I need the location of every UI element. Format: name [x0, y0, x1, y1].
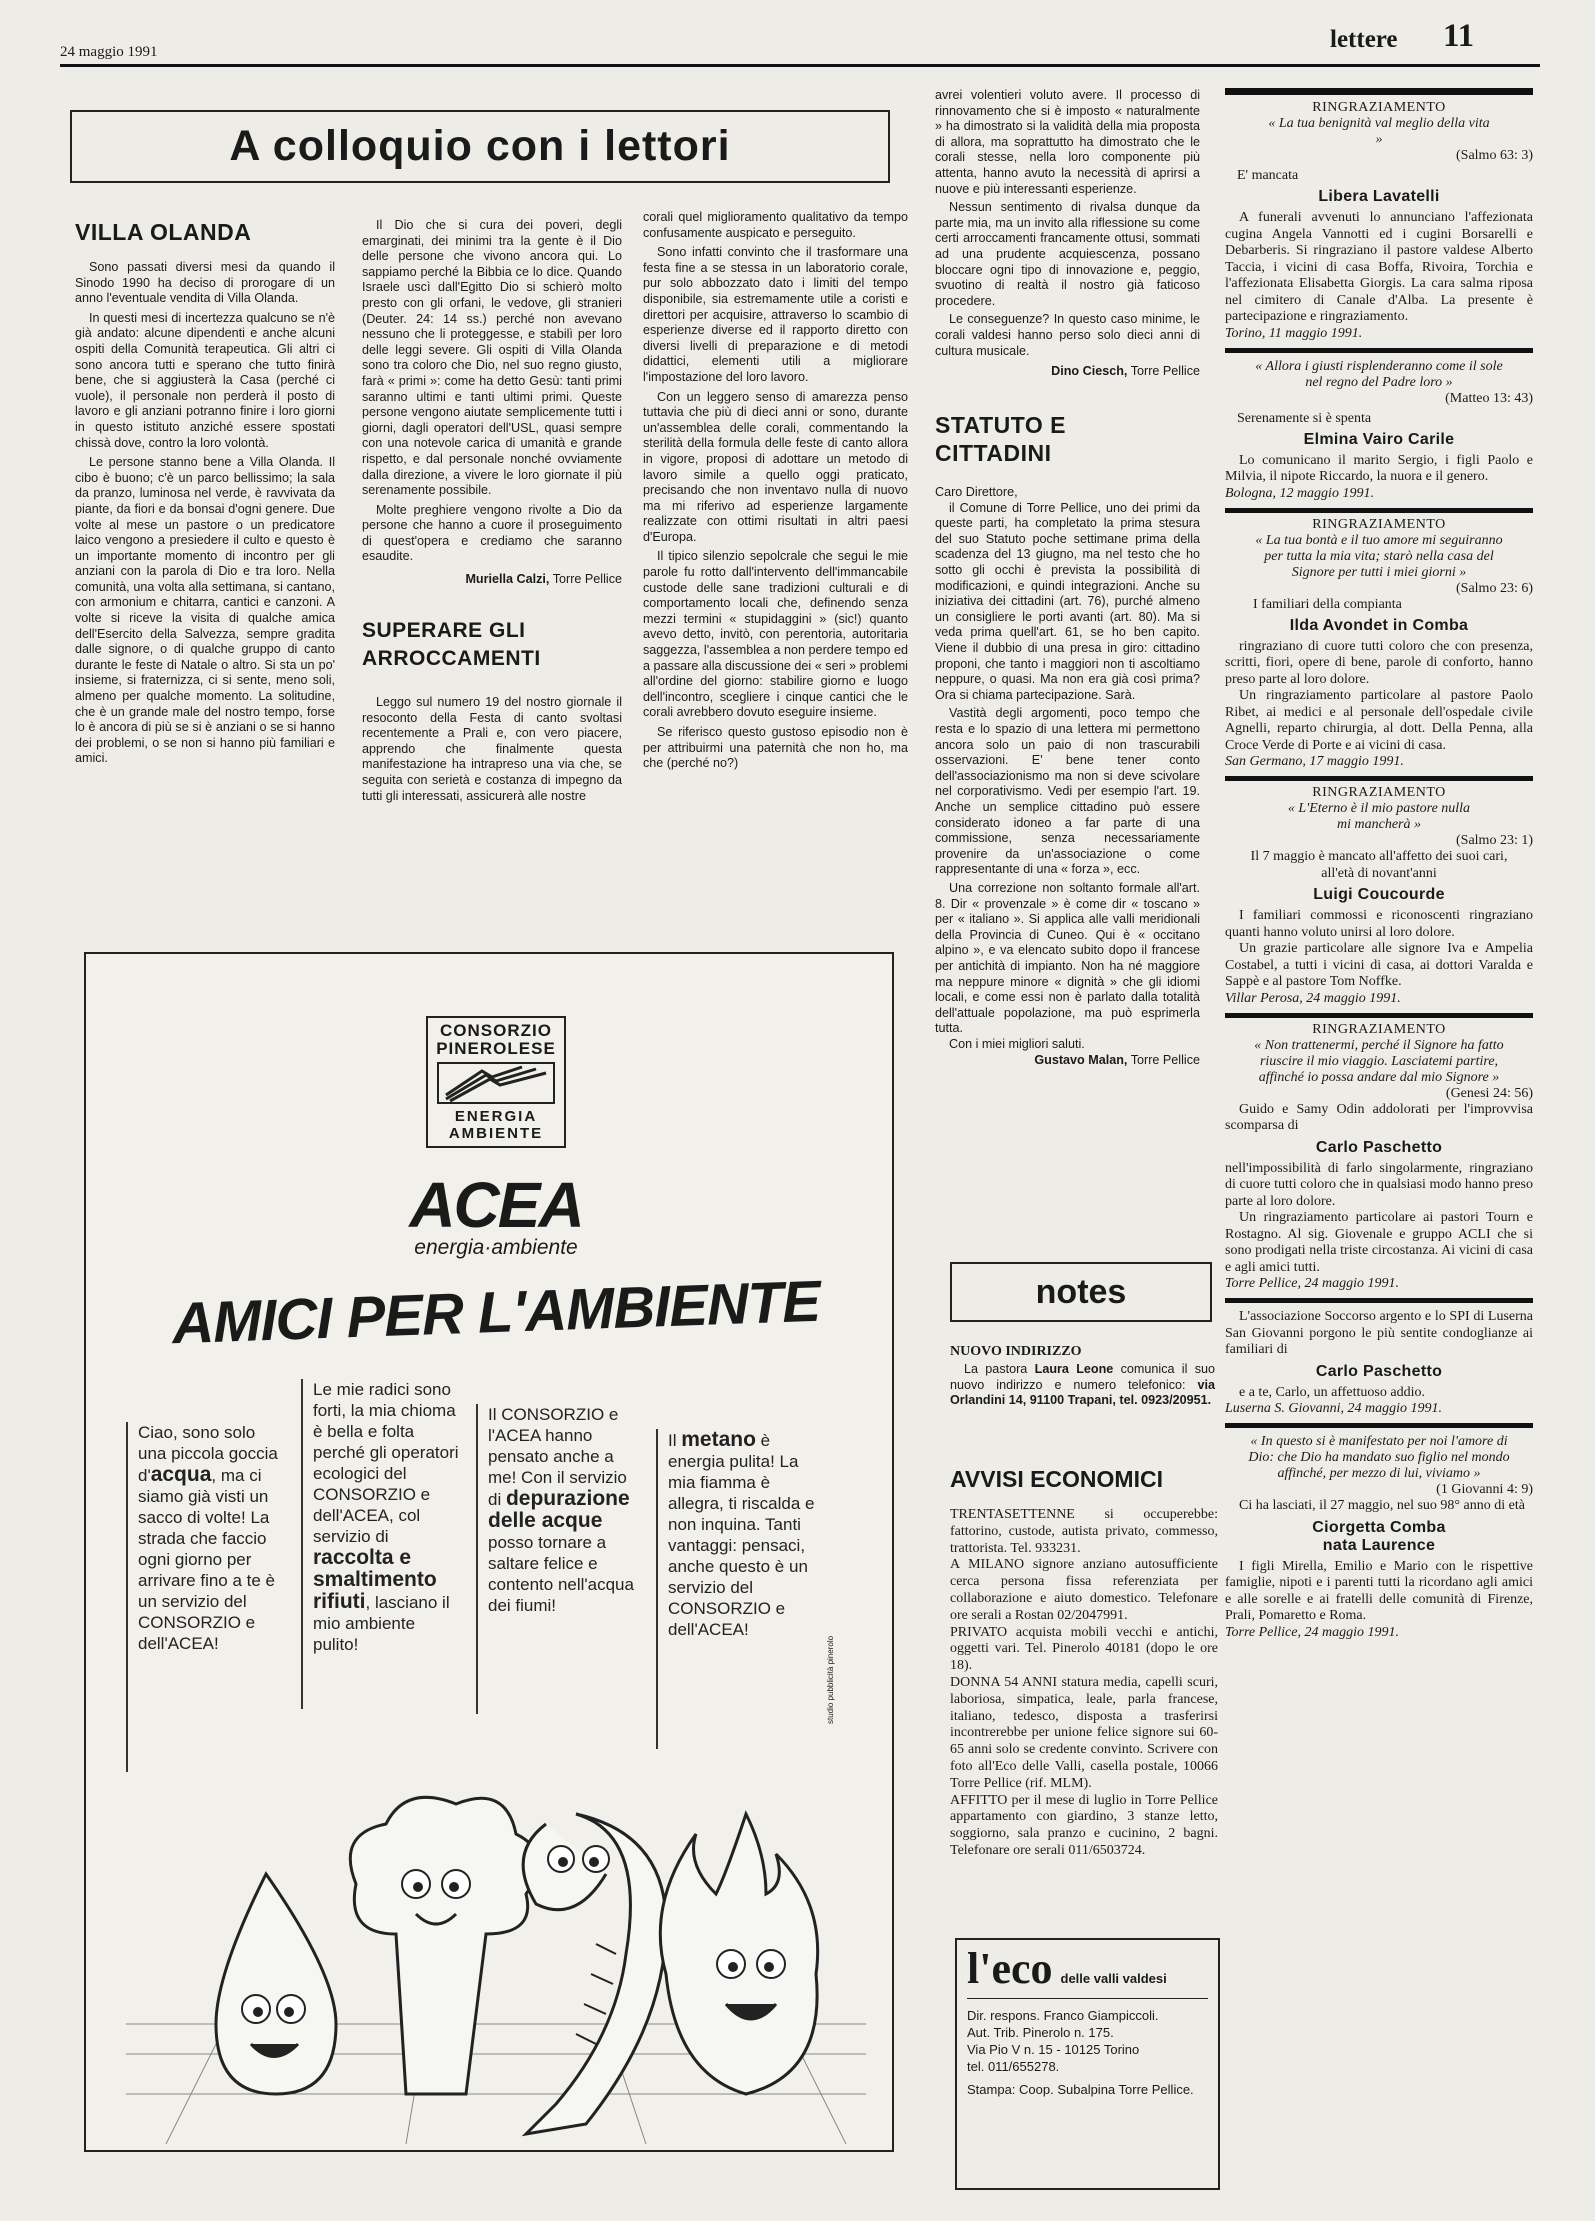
- bubble-text: Le mie radici sono forti, la mia chioma è bella e folta perché gli operatori ecologici del CONSORZIO e dell'ACEA, col servizio di raccolta e smaltimento rifiuti, lasciano il mio ambiente pulito!: [313, 1380, 459, 1654]
- column-four: [935, 88, 1200, 1068]
- masthead-line: Via Pio V n. 15 - 10125 Torino: [967, 2042, 1140, 2057]
- paragraph: Con i miei migliori saluti.: [949, 1036, 1085, 1051]
- obituary-quote: « Non trattenermi, perché il Signore ha fatto riuscire il mio viaggio. Lasciatemi partire, affinché io possa andare dal mio Signore »: [1254, 1037, 1504, 1085]
- mascots-illustration: [126, 1774, 866, 2144]
- tree-icon: [350, 1797, 539, 2094]
- notes-section: [950, 1344, 1215, 1409]
- speech-bubble-water: [126, 1422, 286, 1772]
- acea-logo: ACEA energia·ambiente: [409, 1169, 583, 1259]
- article-villa-olanda: [75, 218, 335, 767]
- paragraph: Leggo sul numero 19 del nostro giornale il resoconto della Festa di canto svoltasi recentemente a Prali e, con vero piacere, apprendo che finalmente questa manifestazione ha intrapreso una via che, se seguita con serietà e costanza di impegno da tutti gli interessati, assicurerà alle nostre: [362, 695, 622, 803]
- obituary-heading: RINGRAZIAMENTO: [1312, 516, 1446, 532]
- page-banner: [70, 110, 890, 183]
- obituary-place-date: San Germano, 17 maggio 1991.: [1225, 754, 1404, 769]
- paragraph: Con un leggero senso di amarezza penso tuttavia che più di dieci anni or sono, durante un'assemblea delle corali, commentando la sterilità della formula delle feste di canto allora in vigore, proposi di adottare un metodo di lavoro simile a quello oggi praticato, precisando che non inventavo nulla di nuovo ma mi riferivo ad esperienze largamente realizzate con ottimi risultati in altri paesi d'Europa.: [643, 389, 908, 544]
- masthead-line: Stampa: Coop. Subalpina Torre Pellice.: [967, 2082, 1194, 2097]
- avvisi-section: [950, 1465, 1218, 1860]
- advertisement: [84, 952, 894, 2152]
- paragraph: avrei volentieri voluto avere. Il processo di rinnovamento che si è imposto « naturalmente » ha dimostrato si la validità della mia proposta di allora, ma soprattutto ha dimostrato che le corali stesse, nella loro componente più attenta, hanno avuto la necessità di aprirsi a nuove e più interessanti esperienze.: [935, 88, 1200, 196]
- signature: Dino Ciesch, Torre Pellice: [1051, 364, 1200, 379]
- paragraph: Vastità degli argomenti, poco tempo che resta e lo spazio di una lettera mi permettono ancora solo un paio di non trascurabili osservazioni. E' bene tener conto dell'associazionismo ma non si deve scivolare nel corporativismo. Vedi per esempio l'art. 19. Anche un semplice cittadino può essere considerato idoneo a far parte di una commissione, senza necessariamente provenire da un'associazione o come rappresentante di una « forza », ecc.: [935, 706, 1200, 877]
- avviso-item: A MILANO signore anziano autosufficiente cerca persona fissa referenziata per collaborazione e aiuto domestico. Telefonare ore serali a Rostan 02/2047991.: [950, 1557, 1218, 1623]
- avviso-item: AFFITTO per il mese di luglio in Torre Pellice appartamento con giardino, 3 stanze letto, soggiorno, sala pranzo e cucinino, 2 bagni. Telefonare ore serali 011/6503724.: [950, 1792, 1218, 1858]
- obituary-reference: (Salmo 63: 3): [1456, 148, 1533, 163]
- avvisi-title: AVVISI ECONOMICI: [950, 1466, 1163, 1492]
- obituary-quote: « La tua bontà e il tuo amore mi seguiranno per tutta la mia vita; starò nella casa del Signore per tutti i miei giorni »: [1255, 532, 1503, 580]
- flame-icon: [660, 1814, 817, 2094]
- obituary-name-maiden: nata Laurence: [1322, 1536, 1436, 1554]
- obituary-name: Elmina Vairo Carile: [1303, 430, 1455, 448]
- paragraph: Se riferisco questo gustoso episodio non è per attribuirmi una paternità che non ho, ma che (perché no?): [643, 725, 908, 771]
- water-drop-icon: [216, 1874, 336, 2094]
- paragraph: Una correzione non soltanto formale all'art. 8. Dir « provenzale » è come dir « toscano » per « italiano ». Si applica alle valli meridionali della Provincia di Cuneo. Qui è « occitano alpino », e va elencato subito dopo il francese per antichità di impianto. Non ha né maggiore ma neppure minore « dignità » che gli idiomi locali, e come essi non è parlato dalla totalità dell'attuale popolazione, ma può esprimerla tutta.: [935, 880, 1200, 1036]
- obituary-name: Carlo Paschetto: [1315, 1362, 1443, 1380]
- fish-icon: [523, 1814, 666, 2134]
- obituary-intro: Guido e Samy Odin addolorati per l'improvvisa scomparsa di: [1225, 1101, 1533, 1133]
- obituary-heading: RINGRAZIAMENTO: [1312, 1021, 1446, 1037]
- notes-title: notes: [1035, 1272, 1127, 1311]
- obituary-text: I familiari commossi e riconoscenti ringraziano quanti hanno voluto unirsi al loro dolore.: [1225, 908, 1533, 940]
- obituary-quote: « La tua benignità val meglio della vita »: [1268, 116, 1490, 147]
- obituary-place-date: Torino, 11 maggio 1991.: [1225, 325, 1363, 341]
- paragraph: In questi mesi di incertezza qualcuno se n'è già andato: alcune dipendenti e anche alcuni ospiti della Comunità terapeutica. Gli altri ci sono ancora tutti e sperano che tutto finirà bene, che si aggiusterà la Casa (perché ci vuole), il personale non perderà il posto di lavoro e gli anziani potranno finire i loro giorni in questo istituto anziché essere spostati chissà dove, contro la loro volontà.: [75, 310, 335, 450]
- salutation: Caro Direttore,: [935, 485, 1018, 500]
- avviso-item: PRIVATO acquista mobili vecchi e antichi, oggetti vari. Tel. Pinerolo 40181 (dopo le ore 18).: [950, 1624, 1218, 1674]
- obituary-reference: (Salmo 23: 6): [1456, 580, 1533, 596]
- article-title: STATUTO E CITTADINI: [935, 412, 1066, 467]
- obituary-text: Un grazie particolare alle signore Iva e Ampelia Costabel, a tutti i vicini di casa, ai dottori Varalda e Sappè e al pastore Tom Noffke.: [1225, 941, 1533, 989]
- obituary-intro: Serenamente si è spenta: [1237, 410, 1372, 426]
- paragraph: corali quel miglioramento qualitativo da tempo confusamente auspicato e perseguito.: [643, 210, 908, 240]
- obituary-reference: (1 Giovanni 4: 9): [1436, 1482, 1533, 1497]
- avviso-item: TRENTASETTENNE si occuperebbe: fattorino, custode, autista privato, commesso, trattorista. Tel. 933231.: [950, 1507, 1218, 1556]
- obituary-name: Ciorgetta Comba: [1312, 1518, 1446, 1536]
- obituary-intro: L'associazione Soccorso argento e lo SPI di Luserna San Giovanni porgono le più sentite condoglianze ai familiari di: [1225, 1309, 1533, 1357]
- obituary-text: Un ringraziamento particolare ai pastori Tourn e Rostagno. Al sig. Giovenale e gruppo ACLI che si sono prodigati nella triste circostanza. Ai vicini di casa e agli amici tutti.: [1225, 1210, 1533, 1275]
- obituary-text: Lo comunicano il marito Sergio, i figli Paolo e Milvia, il nipote Riccardo, la nuora e il genero.: [1225, 452, 1533, 484]
- paragraph: Il Dio che si cura dei poveri, degli emarginati, dei minimi tra la gente è il Dio delle persone che vivono ancora qui. Lo sappiamo perché la Bibbia ce lo dice. Quando Israele uscì dall'Egitto Dio si schierò molto presto con gli orfani, le vedove, gli stranieri (Deuter. 24: 14 ss.) perché non avevano nessuno che li proteggesse, e stabilì per loro delle leggi severe. Gli ospiti di Villa Olanda sono tra coloro che Dio, nel suo regno giusto, farà « primi »: come ha detto Gesù: tanti primi saranno ultimi e tanti ultimi primi. Queste persone vengono aiutate semplicemente tutti i giorni, dagli operatori dell'USL, quasi sempre con una notevole carica di umanità e grande rispetto, e dal personale nonché ovviamente dalla direzione, a vivere le loro giornate il più serenamente possibile.: [362, 218, 622, 498]
- bubble-text: Il metano è energia pulita! La mia fiamma è allegra, ti riscalda e non inquina. Tanti vantaggi: pensaci, anche questo è un servizio del CONSORZIO e dell'ACEA!: [668, 1428, 815, 1639]
- avviso-item: DONNA 54 ANNI statura media, capelli scuri, laboriosa, simpatica, leale, parla francese, italiano, tedesco, disposta a trasferirsi incontrerebbe per unione felice signore sui 60-65 anni solo se credente convinto. Scrivere con foto all'Eco delle Valli, casella postale, 10066 Torre Pellice (rif. MLM).: [950, 1674, 1218, 1791]
- obituary-name: Libera Lavatelli: [1318, 188, 1440, 205]
- paragraph: Le conseguenze? In questo caso minime, le corali valdesi hanno perso solo dieci anni di cultura musicale.: [935, 312, 1200, 358]
- obituary-text: A funerali avvenuti lo annunciano l'affezionata cugina Angela Vannotti ed i cugini Borsarelli e Debarberis. Si ringraziano il pastore valdese Alberto Taccia, i vicini di casa Boffa, Rivoira, Torchia e l'affezionata Elisabetta Giorgis. La cara salma riposa nel cimitero di Canale d'Alba. La presente è partecipazione e ringraziamento.: [1225, 210, 1533, 324]
- paragraph: Il tipico silenzio sepolcrale che segui le mie parole fu rotto dall'intervento dell'immancabile custode delle sane tradizioni culturali e di comportamento locali che, definendo senza mezzi termini « stupidaggini » (sic!) quanto avevo detto, invitò, con perentoria, autoritaria saggezza, l'assemblea a non perdere tempo ed a passare alla discussione dei « seri » problemi all'ordine del giorno: stabilire giorno e luogo dell'incontro, scegliere i cinque cantici che le corali avrebbero dovuto eseguire insieme.: [643, 549, 908, 720]
- notes-subtitle: NUOVO INDIRIZZO: [950, 1344, 1082, 1359]
- header-date: 24 maggio 1991: [60, 44, 158, 60]
- paragraph: il Comune di Torre Pellice, uno dei primi da queste parti, ha completato la prima stesura del suo Statuto poche settimane prima della scadenza del 13 giugno, ma nel testo che ho sotto gli occhi è prevista la possibilità di modificazioni, e quindi integrazioni. Anche su iniziativa dei cittadini (art. 76), purché almeno un consigliere le porti avanti (art. 80). Ma si veda prima quell'art. 61, se ho ben capito. Viene il dubbio di una presa in giro: cittadino proponi, che tanto i maggiori non ti ascoltiamo neppure, o quasi. Ma non era già così prima? Ora si chiama partecipazione. Sarà.: [935, 500, 1200, 702]
- obituary-intro: E' mancata: [1237, 168, 1299, 183]
- obituary-place-date: Torre Pellice, 24 maggio 1991.: [1225, 1624, 1399, 1640]
- obituary-heading: RINGRAZIAMENTO: [1312, 100, 1446, 115]
- obituary-column: [1225, 88, 1533, 1641]
- banner-title: A colloquio con i lettori: [229, 122, 731, 170]
- signature: Muriella Calzi, Torre Pellice: [465, 572, 622, 587]
- article-title: VILLA OLANDA: [75, 219, 252, 245]
- header-section: lettere: [1330, 26, 1398, 53]
- paragraph: Sono infatti convinto che il trasformare una festa fine a se stessa in un laboratorio corale, pur solo abbozzato dato i limiti del tempo disponibile, sia estremamente utile a coristi e direttori per acquisire, attraverso lo scambio di esperienze diverse ed il rapporto diretto con diversi livelli di preparazione e di metodi didattici, elementi utili a migliorare l'impostazione del loro lavoro.: [643, 245, 908, 384]
- obituary-name: Luigi Coucourde: [1313, 886, 1445, 903]
- obituary-name: Carlo Paschetto: [1315, 1138, 1443, 1156]
- speech-bubble-flame: [656, 1429, 816, 1749]
- notes-text: La pastora Laura Leone comunica il suo nuovo indirizzo e numero telefonico: via Orlandini 14, 91100 Trapani, tel. 0923/20951.: [950, 1362, 1216, 1408]
- consorzio-emblem-icon: [436, 1061, 556, 1105]
- obituary-text: ringraziano di cuore tutti coloro che con presenza, scritti, fiori, opere di bene, parole di conforto, hanno preso parte al loro dolore.: [1225, 638, 1533, 687]
- obituary-text: I figli Mirella, Emilio e Mario con le rispettive famiglie, nipoti e i parenti tutti la ricordano agli amici e alle sorelle e ai fratelli delle comunità di Firenze, Prali, Pomaretto e Roma.: [1225, 1558, 1533, 1623]
- signature: Gustavo Malan, Torre Pellice: [1034, 1053, 1200, 1068]
- obituary-quote: « L'Eterno è il mio pastore nulla mi mancherà »: [1287, 801, 1471, 832]
- masthead-box: [955, 1938, 1220, 2190]
- masthead-line: Aut. Trib. Pinerolo n. 175.: [967, 2025, 1114, 2040]
- paragraph: Sono passati diversi mesi da quando il Sinodo 1990 ha deciso di prorogare di un anno l'eventuale vendita di Villa Olanda.: [75, 260, 335, 306]
- obituary-text: e a te, Carlo, un affettuoso addio.: [1239, 1384, 1425, 1400]
- speech-bubble-tree: [301, 1379, 461, 1709]
- obituary-reference: (Matteo 13: 43): [1445, 390, 1533, 406]
- paragraph: Molte preghiere vengono rivolte a Dio da persone che hanno a cuore il proseguimento di quest'opera e crediamo che saranno esaudite.: [362, 502, 622, 564]
- paragraph: Nessun sentimento di rivalsa dunque da parte mia, ma un invito alla riflessione su come certi arroccamenti francamente ottusi, sommati ad una prudente acquiescenza, possano bloccare ogni tipo di innovazione e, peggio, svuotino di realtà il nostro già faticoso procedere.: [935, 200, 1200, 308]
- obituary-place-date: Torre Pellice, 24 maggio 1991.: [1225, 1276, 1399, 1291]
- masthead-line: Dir. respons. Franco Giampiccoli.: [967, 2008, 1159, 2023]
- obituary-intro: Ci ha lasciati, il 27 maggio, nel suo 98° anno di età: [1239, 1498, 1525, 1513]
- header-page-number: 11: [1443, 18, 1475, 54]
- obituary-place-date: Luserna S. Giovanni, 24 maggio 1991.: [1225, 1401, 1442, 1416]
- consorzio-logo: CONSORZIO PINEROLESE ENERGIA AMBIENTE: [426, 1016, 566, 1148]
- obituary-place-date: Bologna, 12 maggio 1991.: [1225, 485, 1374, 501]
- obituary-reference: (Genesi 24: 56): [1445, 1085, 1533, 1101]
- notes-box: [950, 1262, 1212, 1322]
- paragraph: Le persone stanno bene a Villa Olanda. Il cibo è buono; c'è un parco bellissimo; la sala da pranzo, luminosa nel verde, è ravvivata da piante, da fiori e da bonsai d'ogni genere. Due volte al mese un pastore o un predicatore laico vengono a presiedere il culto e questo è un importante momento di incontro per gli anziani con la parola di Dio e tra loro. Nella comunità, una volta alla settimana, si cantano, con armonium e chitarra, cantici e canzoni. A volte si riceve la visita di qualche amica dell'Esercito della Salvezza, sempre gradita dalle signore, o di qualche gruppo di canto durante le feste di Natale o altro. Si sta un po' insieme, si fraternizza, ci si sente, meno soli, almeno per qualche momento. La solitudine, che è un grande male del nostro tempo, forse lo è ancora di più se si è anziani o se si hanno dei problemi, o se non si hanno più familiari e amici.: [75, 455, 335, 766]
- obituary-place-date: Villar Perosa, 24 maggio 1991.: [1225, 990, 1401, 1006]
- obituary-intro: Il 7 maggio è mancato all'affetto dei suoi cari, all'età di novant'anni: [1250, 849, 1508, 881]
- bubble-text: Il CONSORZIO e l'ACEA hanno pensato anche a me! Con il servizio di depurazione delle acque posso tornare a saltare felice e contento nell'acqua dei fiumi!: [488, 1405, 634, 1615]
- obituary-heading: RINGRAZIAMENTO: [1312, 785, 1446, 800]
- article-villa-olanda-continued: [362, 218, 622, 804]
- article-superare-continued: [643, 210, 908, 772]
- bubble-text: Ciao, sono solo una piccola goccia d'acqua, ma ci siamo già visti un sacco di volte! La strada che faccio ogni giorno per arrivare fino a te è un servizio del CONSORZIO e dell'ACEA!: [138, 1423, 278, 1653]
- obituary-text: Un ringraziamento particolare al pastore Paolo Ribet, ai medici e al personale dell'ospedale civile Agnelli, reparto chirurgia, al dott. Della Penna, alla Croce Verde di Porte e ai vicini di casa.: [1225, 688, 1533, 753]
- obituary-quote: « Allora i giusti risplenderanno come il sole nel regno del Padre loro »: [1255, 358, 1503, 390]
- article-title: SUPERARE GLI ARROCCAMENTI: [362, 619, 541, 671]
- masthead-line: tel. 011/655278.: [967, 2059, 1060, 2074]
- obituary-text: nell'impossibilità di farlo singolarmente, ringraziano di cuore tutti coloro che in qualsiasi modo hanno preso parte al loro dolore.: [1225, 1160, 1533, 1209]
- obituary-intro: I familiari della compianta: [1253, 596, 1402, 612]
- speech-bubble-fish: [476, 1404, 636, 1714]
- obituary-name: Ilda Avondet in Comba: [1289, 616, 1469, 634]
- obituary-quote: « In questo si è manifestato per noi l'amore di Dio: che Dio ha mandato suo figlio nel mondo affinché, per mezzo di lui, viviamo »: [1248, 1434, 1510, 1481]
- ad-credit: studio pubblicità pinerolo: [826, 1635, 835, 1724]
- ad-headline: AMICI PER L'AMBIENTE: [171, 1268, 821, 1357]
- obituary-reference: (Salmo 23: 1): [1456, 833, 1533, 848]
- masthead-logo: l'eco delle valli valdesi: [967, 1944, 1167, 1993]
